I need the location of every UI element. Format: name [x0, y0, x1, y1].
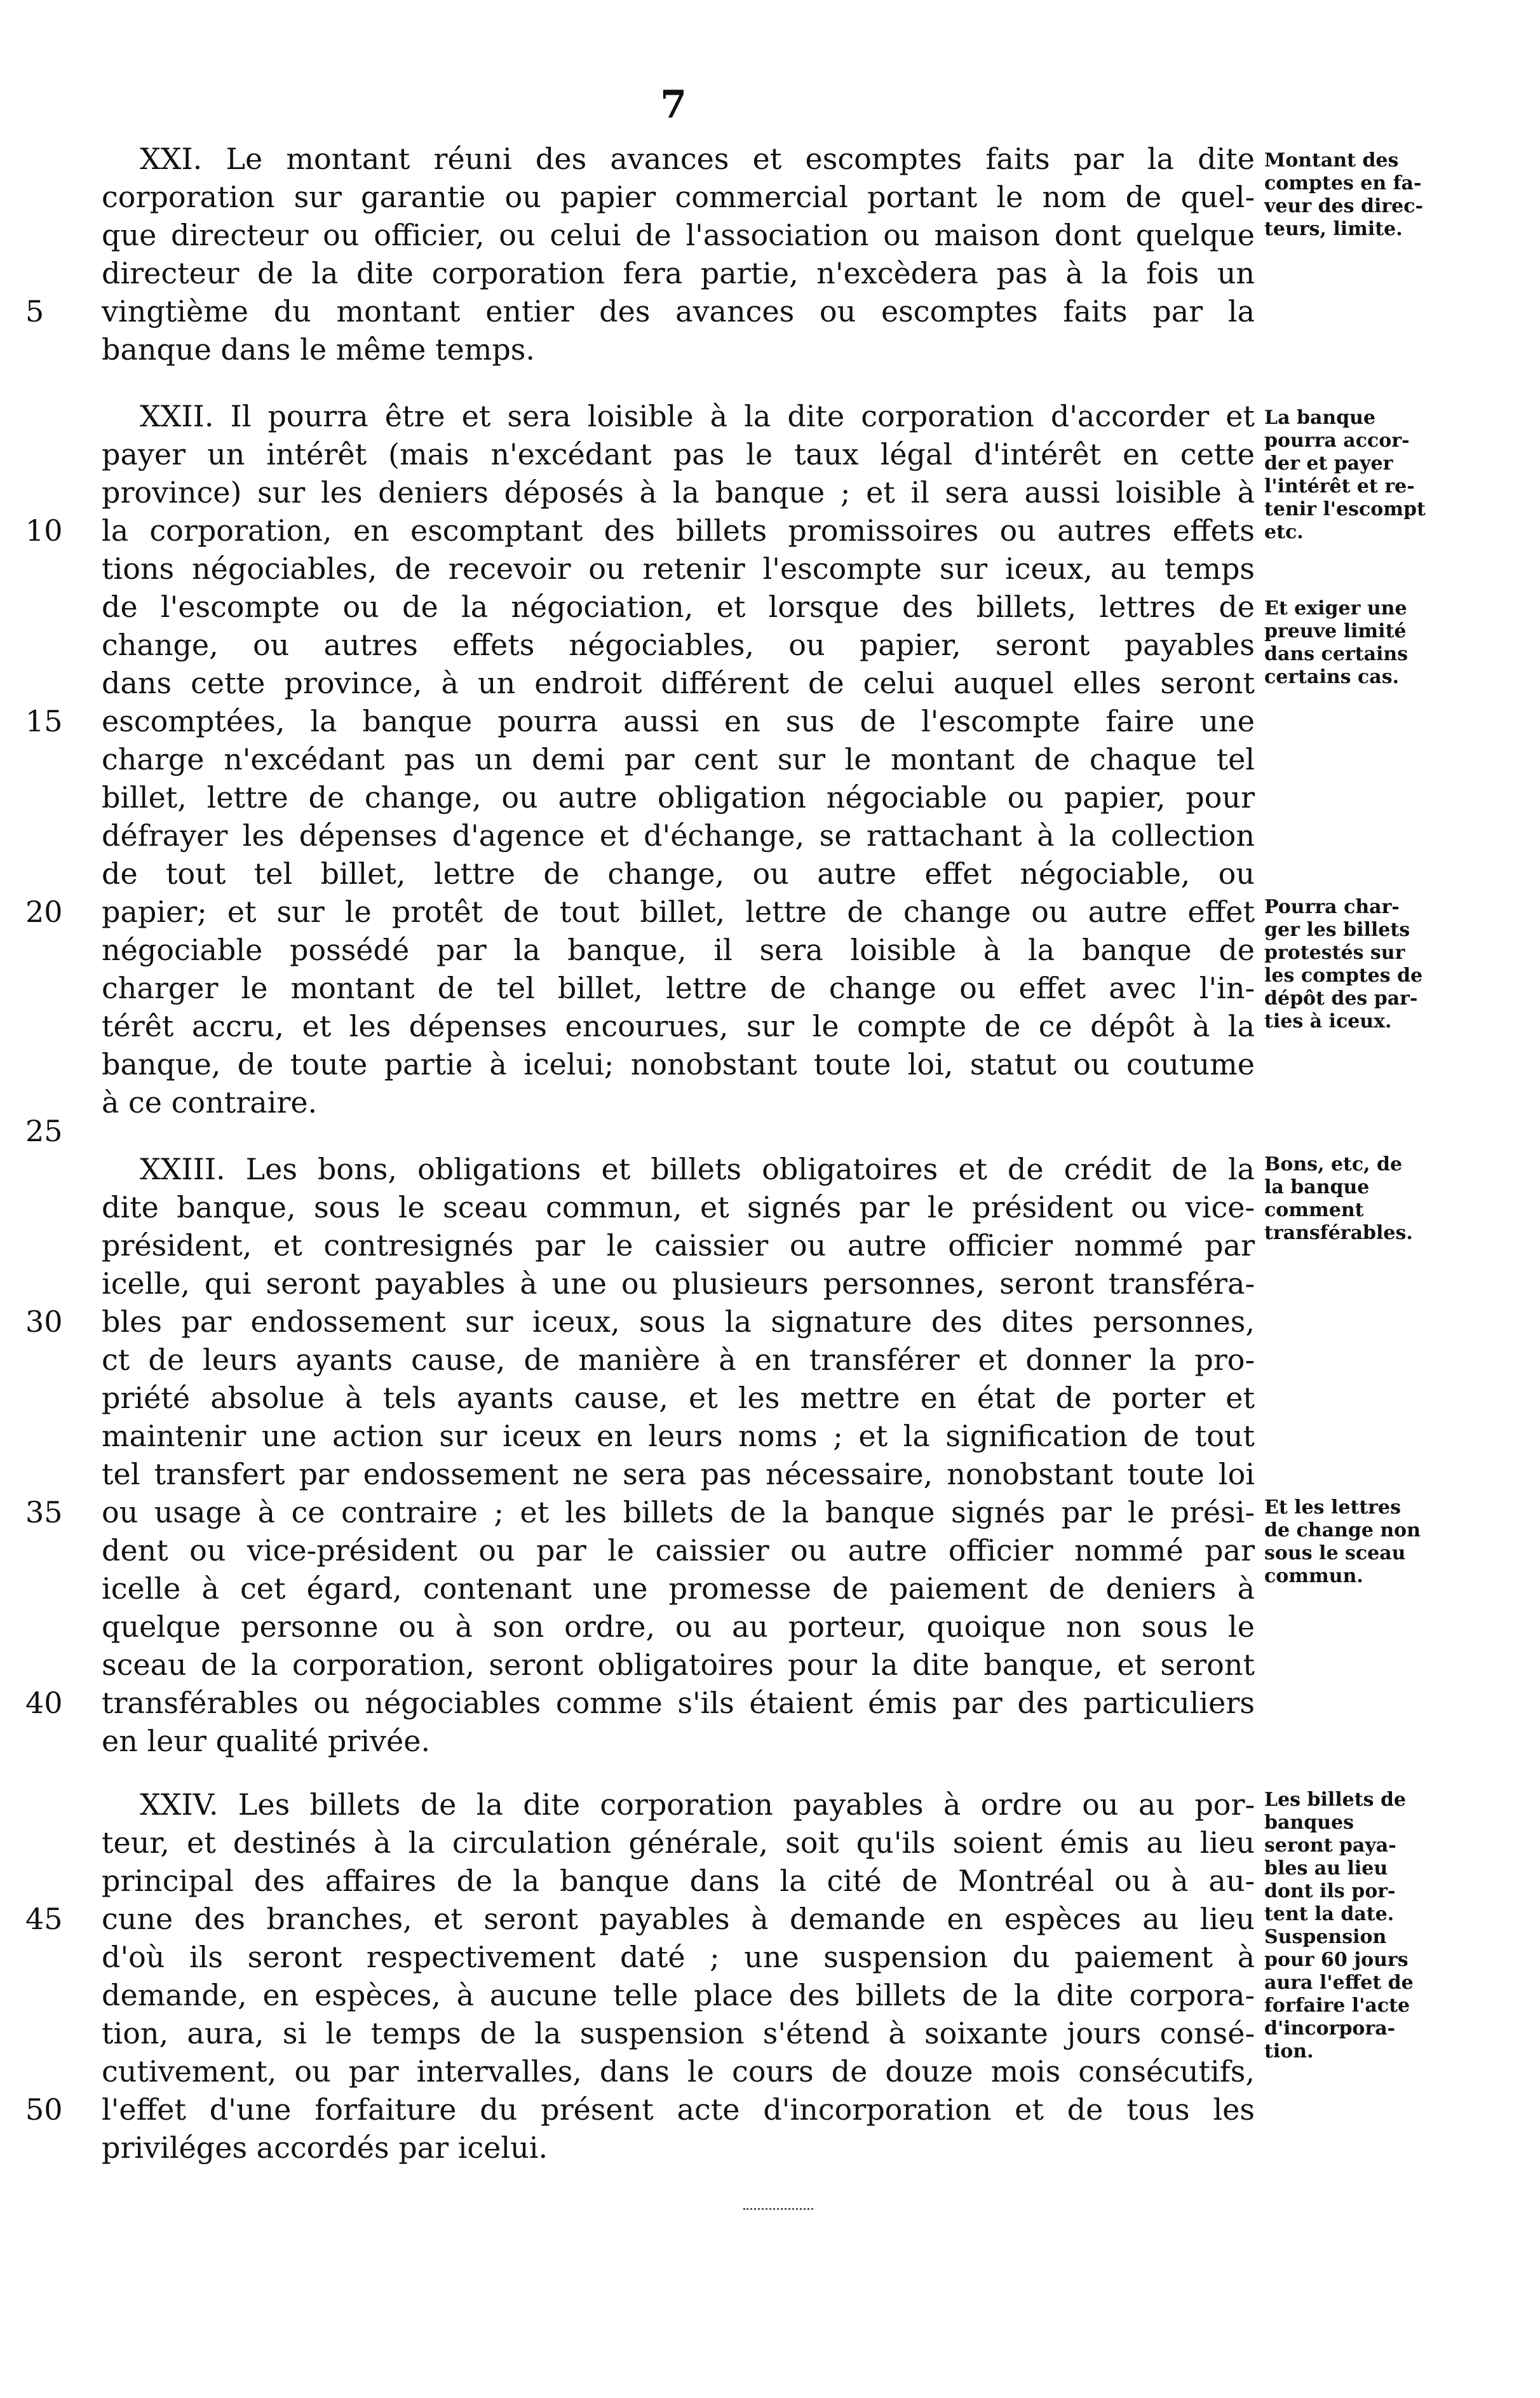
line-number: 15: [25, 704, 63, 738]
text-line: bles par endossement sur iceux, sous la signature des dites personnes,: [102, 1304, 1255, 1339]
text-line: province) sur les deniers déposés à la banque ; et il sera aussi loisible à: [102, 475, 1255, 510]
text-line: cune des branches, et seront payables à demande en espèces au lieu: [102, 1902, 1255, 1936]
margin-note-line: forfaire l'acte: [1264, 1995, 1410, 2017]
margin-note-line: certains cas.: [1264, 666, 1400, 688]
text-line: sceau de la corporation, seront obligatoires pour la dite banque, et seront: [102, 1648, 1255, 1682]
margin-note-line: comptes en fa-: [1264, 172, 1422, 194]
text-line: transférables ou négociables comme s'ils étaient émis par des particuliers: [102, 1686, 1255, 1720]
text-line: dent ou vice-président ou par le caissier ou autre officier nommé par: [102, 1533, 1255, 1568]
margin-note-line: dont ils por-: [1264, 1880, 1396, 1902]
text-line: d'où ils seront respectivement daté ; une suspension du paiement à: [102, 1940, 1255, 1974]
text-line: négociable possédé par la banque, il sera loisible à la banque de: [102, 933, 1255, 967]
line-number: 45: [25, 1902, 63, 1936]
margin-note-line: d'incorpora-: [1264, 2017, 1396, 2040]
margin-note-line: la banque: [1264, 1176, 1370, 1198]
margin-note-line: tion.: [1264, 2040, 1314, 2063]
text-line: à ce contraire.: [102, 1085, 318, 1120]
text-line: corporation sur garantie ou papier commercial portant le nom de quel-: [102, 180, 1255, 214]
text-line: escomptées, la banque pourra aussi en sus de l'escompte faire une: [102, 704, 1255, 738]
text-line: charge n'excédant pas un demi par cent sur le montant de chaque tel: [102, 742, 1255, 776]
page-number: 7: [660, 83, 687, 127]
text-line: quelque personne ou à son ordre, ou au porteur, quoique non sous le: [102, 1609, 1255, 1644]
text-line: l'effet d'une forfaiture du présent acte d'incorporation et de tous les: [102, 2092, 1255, 2127]
margin-note-line: dépôt des par-: [1264, 987, 1418, 1010]
text-line: la corporation, en escomptant des billets promissoires ou autres effets: [102, 513, 1255, 548]
margin-note-line: l'intérêt et re-: [1264, 475, 1415, 498]
line-number: 40: [25, 1686, 63, 1720]
text-line: charger le montant de tel billet, lettre de change ou effet avec l'in-: [102, 971, 1255, 1005]
margin-note-line: Bons, etc, de: [1264, 1153, 1403, 1175]
text-line: XXIV. Les billets de la dite corporation payables à ordre ou au por-: [140, 1787, 1255, 1822]
line-number: 30: [25, 1304, 63, 1339]
margin-note-line: de change non: [1264, 1519, 1421, 1541]
text-line: icelle à cet égard, contenant une promesse de paiement de deniers à: [102, 1571, 1255, 1606]
margin-note-line: pour 60 jours: [1264, 1949, 1408, 1971]
text-line: directeur de la dite corporation fera partie, n'excèdera pas à la fois un: [102, 256, 1255, 290]
margin-note-line: transférables.: [1264, 1222, 1413, 1244]
text-line: que directeur ou officier, ou celui de l'association ou maison dont quelque: [102, 218, 1255, 252]
line-number: 35: [25, 1495, 63, 1529]
text-line: maintenir une action sur iceux en leurs noms ; et la signification de tout: [102, 1419, 1255, 1453]
text-line: dite banque, sous le sceau commun, et signés par le président ou vice-: [102, 1190, 1255, 1224]
text-line: tel transfert par endossement ne sera pas nécessaire, nonobstant toute loi: [102, 1457, 1255, 1491]
text-line: tions négociables, de recevoir ou retenir l'escompte sur iceux, au temps: [102, 552, 1255, 586]
margin-note-line: Et exiger une: [1264, 597, 1407, 620]
margin-note-line: der et payer: [1264, 452, 1393, 475]
line-number: 20: [25, 895, 63, 929]
margin-note-line: commun.: [1264, 1565, 1363, 1587]
text-line: XXI. Le montant réuni des avances et escomptes faits par la dite: [140, 142, 1255, 176]
line-number: 5: [25, 294, 44, 329]
margin-note-line: Suspension: [1264, 1926, 1387, 1948]
text-line: président, et contresignés par le caissier ou autre officier nommé par: [102, 1228, 1255, 1263]
text-line: XXII. Il pourra être et sera loisible à la dite corporation d'accorder et: [140, 399, 1255, 433]
text-line: de l'escompte ou de la négociation, et lorsque des billets, lettres de: [102, 590, 1255, 624]
text-line: de tout tel billet, lettre de change, ou autre effet négociable, ou: [102, 857, 1255, 891]
margin-note-line: dans certains: [1264, 643, 1408, 665]
text-line: vingtième du montant entier des avances ou escomptes faits par la: [102, 294, 1255, 329]
text-line: ou usage à ce contraire ; et les billets de la banque signés par le prési-: [102, 1495, 1255, 1529]
text-line: cutivement, ou par intervalles, dans le cours de douze mois consécutifs,: [102, 2054, 1255, 2089]
margin-note-line: teurs, limite.: [1264, 218, 1403, 240]
text-line: banque, de toute partie à icelui; nonobstant toute loi, statut ou coutume: [102, 1047, 1255, 1081]
text-line: XXIII. Les bons, obligations et billets obligatoires et de crédit de la: [140, 1152, 1255, 1186]
text-line: tion, aura, si le temps de la suspension s'étend à soixante jours consé-: [102, 2016, 1255, 2050]
margin-note-line: tent la date.: [1264, 1903, 1395, 1925]
line-number: 50: [25, 2092, 63, 2127]
line-number: 25: [25, 1114, 63, 1148]
text-line: icelle, qui seront payables à une ou plusieurs personnes, seront transféra-: [102, 1266, 1255, 1301]
margin-note-line: tenir l'escompt: [1264, 498, 1426, 520]
margin-note-line: Pourra char-: [1264, 896, 1400, 918]
text-line: en leur qualité privée.: [102, 1724, 431, 1758]
line-number: 10: [25, 513, 63, 548]
margin-note-line: ties à iceux.: [1264, 1010, 1392, 1033]
text-line: défrayer les dépenses d'agence et d'échange, se rattachant à la collection: [102, 818, 1255, 853]
text-line: papier; et sur le protêt de tout billet, lettre de change ou autre effet: [102, 895, 1255, 929]
margin-note-line: La banque: [1264, 407, 1376, 429]
margin-note-line: Montant des: [1264, 149, 1399, 172]
text-line: demande, en espèces, à aucune telle place des billets de la dite corpora-: [102, 1978, 1255, 2012]
margin-note-line: veur des direc-: [1264, 195, 1423, 217]
margin-note-line: Les billets de: [1264, 1789, 1407, 1811]
margin-note-line: etc.: [1264, 521, 1304, 543]
text-line: teur, et destinés à la circulation générale, soit qu'ils soient émis au lieu: [102, 1826, 1255, 1860]
margin-note-line: sous le sceau: [1264, 1542, 1406, 1564]
text-line: billet, lettre de change, ou autre obligation négociable ou papier, pour: [102, 780, 1255, 815]
margin-note-line: Et les lettres: [1264, 1496, 1401, 1519]
margin-note-line: bles au lieu: [1264, 1857, 1388, 1880]
text-line: ct de leurs ayants cause, de manière à en transférer et donner la pro-: [102, 1343, 1255, 1377]
margin-note-line: ger les billets: [1264, 919, 1410, 941]
text-line: payer un intérêt (mais n'excédant pas le taux légal d'intérêt en cette: [102, 437, 1255, 471]
margin-note-line: protestés sur: [1264, 942, 1405, 964]
text-line: priviléges accordés par icelui.: [102, 2130, 548, 2165]
margin-note-line: pourra accor-: [1264, 430, 1410, 452]
text-line: dans cette province, à un endroit différent de celui auquel elles seront: [102, 666, 1255, 700]
text-line: banque dans le même temps.: [102, 332, 536, 367]
margin-note-line: seront paya-: [1264, 1834, 1396, 1857]
text-line: priété absolue à tels ayants cause, et les mettre en état de porter et: [102, 1381, 1255, 1415]
text-line: térêt accru, et les dépenses encourues, sur le compte de ce dépôt à la: [102, 1009, 1255, 1043]
margin-note-line: comment: [1264, 1199, 1364, 1221]
margin-note-line: preuve limité: [1264, 620, 1407, 642]
footer-mark: [743, 2208, 813, 2210]
text-line: change, ou autres effets négociables, ou papier, seront payables: [102, 628, 1255, 662]
text-line: principal des affaires de la banque dans la cité de Montréal ou à au-: [102, 1864, 1255, 1898]
margin-note-line: banques: [1264, 1812, 1354, 1834]
margin-note-line: aura l'effet de: [1264, 1972, 1414, 1994]
margin-note-line: les comptes de: [1264, 965, 1423, 987]
